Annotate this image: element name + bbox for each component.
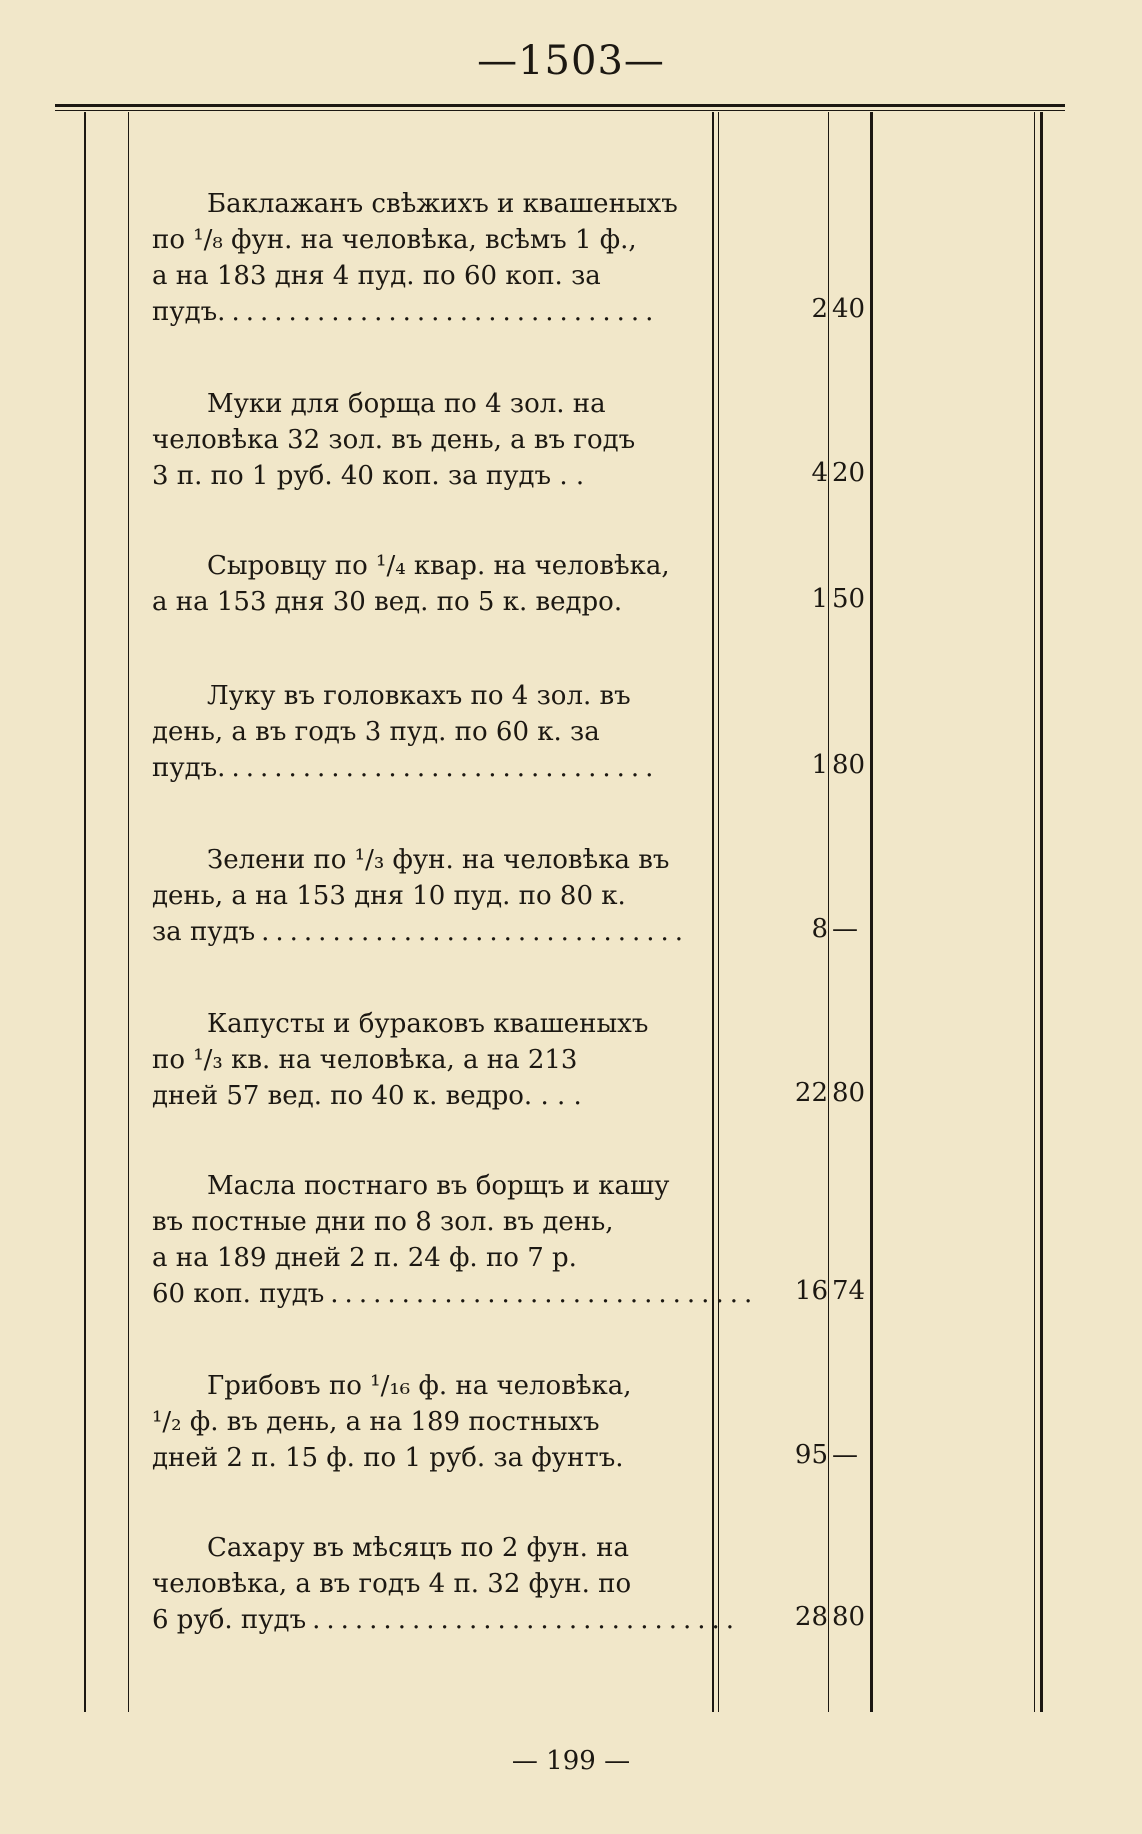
table-row — [152, 1530, 741, 1638]
table-row — [152, 548, 704, 620]
rubles-value: 16 — [794, 1276, 828, 1306]
entry-text: а на 183 дня 4 пуд. по 60 коп. за — [152, 261, 601, 291]
leader-dots: .............................. — [231, 297, 660, 327]
entry-text: 3 п. по 1 руб. 40 коп. за пудъ . . — [152, 461, 585, 491]
rubles-value: 4 — [811, 458, 828, 488]
entry-text: дней 2 п. 15 ф. по 1 руб. за фунтъ. — [152, 1443, 624, 1473]
rubles-value: 22 — [794, 1078, 828, 1108]
entry-text: день, а на 153 дня 10 пуд. по 80 к. — [152, 881, 626, 911]
entry-text: Зелени по ¹/₃ фун. на человѣка въ — [207, 845, 670, 875]
entry-text: дней 57 вед. по 40 к. ведро. . . . — [152, 1081, 582, 1111]
column-rule — [718, 112, 719, 1712]
entry-text-last — [152, 1602, 741, 1638]
entry-text: ¹/₂ ф. въ день, а на 189 постныхъ — [152, 1407, 600, 1437]
top-rule — [55, 104, 1065, 107]
footer-page-number: — 199 — — [511, 1746, 631, 1776]
rubles-value: 95 — [794, 1440, 828, 1470]
entry-text: Сыровцу по ¹/₄ квар. на человѣка, — [207, 551, 670, 581]
table-row — [152, 842, 704, 950]
table-row — [152, 1368, 704, 1476]
column-rule — [84, 112, 86, 1712]
column-rule — [128, 112, 129, 1712]
entry-text: въ постные дни по 8 зол. въ день, — [152, 1207, 614, 1237]
entry-text: Грибовъ по ¹/₁₆ ф. на человѣка, — [207, 1371, 632, 1401]
entry-text: Баклажанъ свѣжихъ и квашеныхъ — [207, 189, 678, 219]
entry-text: человѣка, а въ годъ 4 п. 32 фун. по — [152, 1569, 632, 1599]
table-row — [152, 186, 704, 330]
kopecks-value: 20 — [832, 458, 866, 488]
entry-text: Масла постнаго въ борщъ и кашу — [207, 1171, 670, 1201]
column-rule — [828, 112, 829, 1712]
page-number: —1503— — [477, 38, 665, 84]
leader-dots: .............................. — [231, 753, 660, 783]
rubles-value: 8 — [811, 914, 828, 944]
rubles-value: 28 — [794, 1602, 828, 1632]
kopecks-value: 74 — [832, 1276, 866, 1306]
entry-text: Сахару въ мѣсяцъ по 2 фун. на — [207, 1533, 629, 1563]
top-rule-thin — [55, 110, 1065, 111]
entry-text-last — [152, 750, 704, 786]
entry-text: а на 153 дня 30 вед. по 5 к. ведро. — [152, 587, 623, 617]
entry-text-last — [152, 914, 704, 950]
entry-text-last — [152, 1276, 759, 1312]
leader-dots: .............................. — [261, 917, 690, 947]
table-row — [152, 386, 704, 494]
entry-text: Капусты и бураковъ квашеныхъ — [207, 1009, 649, 1039]
column-rule — [712, 112, 714, 1712]
entry-text: человѣка 32 зол. въ день, а въ годъ — [152, 425, 636, 455]
leader-dots: .............................. — [330, 1279, 759, 1309]
table-row — [152, 1168, 759, 1312]
rubles-value: 1 — [811, 584, 828, 614]
rubles-value: 2 — [811, 294, 828, 324]
table-row — [152, 678, 704, 786]
kopecks-value: — — [832, 914, 858, 944]
entry-text: по ¹/₈ фун. на человѣка, всѣмъ 1 ф., — [152, 225, 637, 255]
entry-text: за пудъ — [152, 917, 256, 947]
table-row — [152, 1006, 704, 1114]
column-rule — [870, 112, 873, 1712]
column-rule — [1040, 112, 1043, 1712]
entry-text: пудъ. — [152, 753, 226, 783]
column-rule — [1034, 112, 1035, 1712]
entry-text: пудъ. — [152, 297, 226, 327]
entry-text: 6 руб. пудъ — [152, 1605, 307, 1635]
kopecks-value: 40 — [832, 294, 866, 324]
entry-text: а на 189 дней 2 п. 24 ф. по 7 р. — [152, 1243, 577, 1273]
entry-text: 60 коп. пудъ — [152, 1279, 325, 1309]
entry-text: Луку въ головкахъ по 4 зол. въ — [207, 681, 631, 711]
kopecks-value: 80 — [832, 1078, 866, 1108]
kopecks-value: — — [832, 1440, 858, 1470]
entry-text: по ¹/₃ кв. на человѣка, а на 213 — [152, 1045, 578, 1075]
rubles-value: 1 — [811, 750, 828, 780]
entry-text: день, а въ годъ 3 пуд. по 60 к. за — [152, 717, 600, 747]
kopecks-value: 80 — [832, 750, 866, 780]
kopecks-value: 80 — [832, 1602, 866, 1632]
kopecks-value: 50 — [832, 584, 866, 614]
entry-text: Муки для борща по 4 зол. на — [207, 389, 606, 419]
entry-text-last — [152, 294, 704, 330]
leader-dots: .............................. — [312, 1605, 741, 1635]
